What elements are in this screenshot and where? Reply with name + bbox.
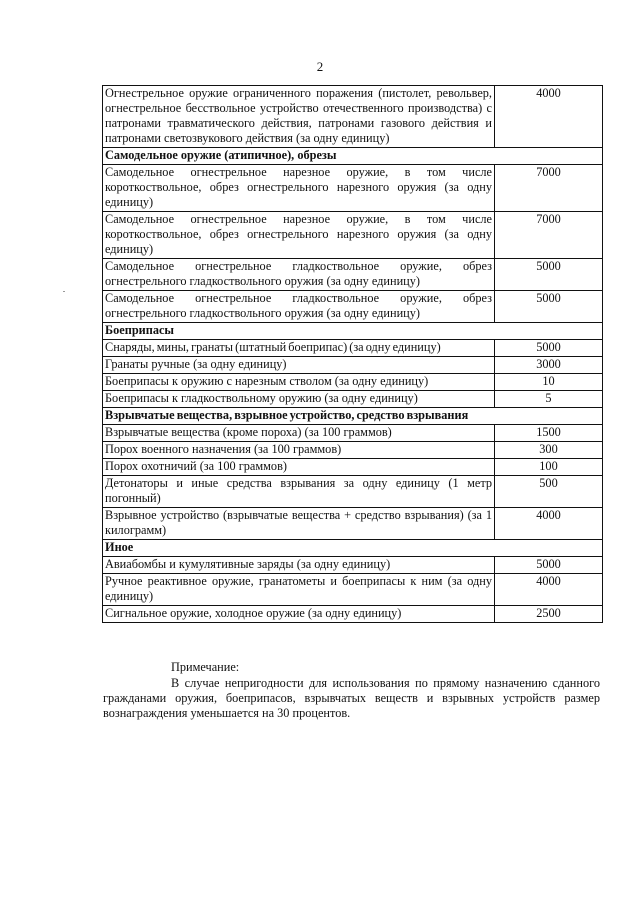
- table-row: [103, 340, 603, 357]
- item-amount: 2500: [495, 606, 603, 623]
- item-amount: 5000: [495, 557, 603, 574]
- item-description: Боеприпасы к оружию с нарезным стволом (за одну единицу): [103, 374, 495, 391]
- item-amount: 1500: [495, 425, 603, 442]
- item-description: Взрывное устройство (взрывчатые вещества + средство взрывания) (за 1 килограмм): [103, 508, 495, 540]
- note-block: [103, 660, 600, 721]
- item-amount: 10: [495, 374, 603, 391]
- item-amount: 100: [495, 459, 603, 476]
- scan-speck: [63, 291, 65, 292]
- table-row: [103, 557, 603, 574]
- item-amount: 4000: [495, 508, 603, 540]
- item-description: Самодельное огнестрельное нарезное оружие, в том числе короткоствольное, обрез огнестрельного нарезного оружия (за одну единицу): [103, 212, 495, 259]
- item-description: Гранаты ручные (за одну единицу): [103, 357, 495, 374]
- note-title: Примечание:: [171, 660, 240, 674]
- section-header-row: [103, 323, 603, 340]
- section-header-row: [103, 408, 603, 425]
- item-amount: 7000: [495, 212, 603, 259]
- page-number: 2: [316, 59, 324, 74]
- item-description: Самодельное огнестрельное гладкоствольное оружие, обрез огнестрельного гладкоствольного оружия (за одну единицу): [103, 291, 495, 323]
- table-row: [103, 574, 603, 606]
- item-amount: 500: [495, 476, 603, 508]
- item-description: Сигнальное оружие, холодное оружие (за одну единицу): [103, 606, 495, 623]
- table-row: [103, 86, 603, 148]
- item-description: Взрывчатые вещества (кроме пороха) (за 100 граммов): [103, 425, 495, 442]
- table-row: [103, 442, 603, 459]
- table-row: [103, 391, 603, 408]
- section-title: Иное: [103, 540, 603, 557]
- item-amount: 5: [495, 391, 603, 408]
- item-amount: 300: [495, 442, 603, 459]
- item-amount: 4000: [495, 574, 603, 606]
- item-description: Порох военного назначения (за 100 граммов): [103, 442, 495, 459]
- table-row: [103, 425, 603, 442]
- item-description: Снаряды, мины, гранаты (штатный боеприпас) (за одну единицу): [103, 340, 495, 357]
- item-amount: 4000: [495, 86, 603, 148]
- table-row: [103, 374, 603, 391]
- section-title: Взрывчатые вещества, взрывное устройство, средство взрывания: [103, 408, 603, 425]
- table-row: [103, 165, 603, 212]
- table-row: [103, 459, 603, 476]
- table-row: [103, 291, 603, 323]
- item-description: Порох охотничий (за 100 граммов): [103, 459, 495, 476]
- table-row: [103, 259, 603, 291]
- table-row: [103, 357, 603, 374]
- item-amount: 5000: [495, 259, 603, 291]
- table-row: [103, 212, 603, 259]
- item-description: Ручное реактивное оружие, гранатометы и боеприпасы к ним (за одну единицу): [103, 574, 495, 606]
- item-description: Огнестрельное оружие ограниченного поражения (пистолет, револьвер, огнестрельное бесствольное устройство отечественного производства) с патронами травматического действия, патронами газового действия и патронами светозвукового действия (за одну единицу): [103, 86, 495, 148]
- note-text: В случае непригодности для использования по прямому назначению сданного гражданами оружия, боеприпасов, взрывчатых веществ и взрывных устройств размер вознаграждения уменьшается на 30 процентов.: [103, 676, 600, 720]
- section-title: Самодельное оружие (атипичное), обрезы: [103, 148, 603, 165]
- item-description: Самодельное огнестрельное гладкоствольное оружие, обрез огнестрельного гладкоствольного оружия (за одну единицу): [103, 259, 495, 291]
- section-header-row: [103, 148, 603, 165]
- item-amount: 5000: [495, 340, 603, 357]
- item-description: Самодельное огнестрельное нарезное оружие, в том числе короткоствольное, обрез огнестрельного нарезного оружия (за одну единицу): [103, 165, 495, 212]
- item-amount: 5000: [495, 291, 603, 323]
- item-amount: 7000: [495, 165, 603, 212]
- table-row: [103, 476, 603, 508]
- item-description: Детонаторы и иные средства взрывания за одну единицу (1 метр погонный): [103, 476, 495, 508]
- item-description: Боеприпасы к гладкоствольному оружию (за одну единицу): [103, 391, 495, 408]
- section-title: Боеприпасы: [103, 323, 603, 340]
- item-amount: 3000: [495, 357, 603, 374]
- section-header-row: [103, 540, 603, 557]
- reward-table: [102, 85, 603, 623]
- table-row: [103, 508, 603, 540]
- table-row: [103, 606, 603, 623]
- item-description: Авиабомбы и кумулятивные заряды (за одну единицу): [103, 557, 495, 574]
